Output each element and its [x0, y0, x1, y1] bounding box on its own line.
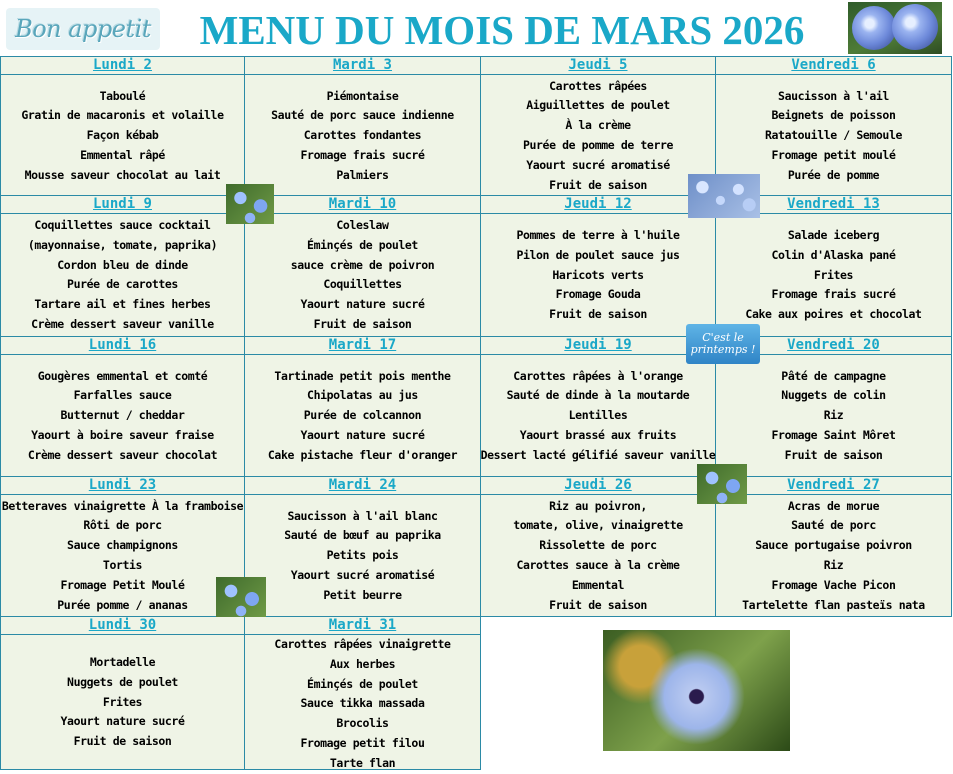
day-cell [0, 56, 245, 196]
menu-item: Nuggets de colin [781, 388, 886, 403]
hydrangea-image [848, 2, 942, 54]
menu-item: Colin d'Alaska pané [771, 247, 896, 262]
menu-item: Carottes râpées à l'orange [513, 368, 683, 383]
menu-item: Fruit de saison [313, 317, 412, 332]
menu-item: Nuggets de poulet [67, 674, 178, 689]
menu-item: Petits pois [326, 548, 399, 563]
menu-item: Palmiers [336, 167, 389, 182]
menu-items [716, 367, 951, 466]
menu-item: Tarte flan [329, 755, 396, 770]
menu-item: Coquillettes [323, 277, 402, 292]
menu-item: Gratin de macaronis et volaille [21, 108, 224, 123]
menu-item: Ratatouille / Semoule [765, 128, 902, 143]
menu-item: Fromage Gouda [555, 287, 641, 302]
menu-item: Purée de carottes [67, 277, 178, 292]
menu-item: Purée pomme / ananas [57, 597, 188, 612]
menu-item: Beignets de poisson [771, 108, 896, 123]
menu-item: Tartinade petit pois menthe [274, 368, 451, 383]
blue-flowers-image [226, 184, 274, 224]
day-name: Mardi 3 [332, 57, 392, 73]
menu-item: Sauté de porc sauce indienne [271, 108, 454, 123]
menu-item: Carottes râpées vinaigrette [274, 637, 451, 651]
day-header [481, 477, 715, 495]
day-name: Vendredi 13 [787, 196, 880, 212]
day-name: Lundi 2 [92, 57, 152, 73]
day-cell [245, 56, 481, 196]
menu-item: Crème dessert saveur chocolat [27, 447, 218, 462]
menu-item: tomate, olive, vinaigrette [513, 518, 683, 533]
menu-item: Sauce champignons [67, 538, 178, 553]
day-cell [245, 196, 481, 337]
menu-item: Sauté de dinde à la moutarde [506, 388, 690, 403]
day-cell [0, 477, 245, 617]
menu-item: Fruit de saison [549, 307, 647, 322]
menu-item: Sauce tikka massada [300, 696, 425, 711]
menu-item: Fruit de saison [549, 177, 647, 192]
page-title: MENU DU MOIS DE MARS 2026 [199, 7, 805, 53]
menu-items [245, 367, 480, 466]
menu-item: Coleslaw [336, 218, 389, 233]
day-header [481, 57, 715, 75]
day-cell [245, 477, 481, 617]
menu-item: Carottes râpées [549, 78, 647, 93]
menu-item: Fruit de saison [549, 597, 647, 612]
day-header [245, 477, 480, 495]
day-name: Mardi 31 [328, 617, 397, 633]
day-cell [0, 337, 245, 477]
menu-item: Rissolette de porc [539, 538, 657, 553]
menu-item: Yaourt sucré aromatisé [290, 567, 435, 582]
menu-item: Fromage Petit Moulé [60, 577, 185, 592]
day-name: Jeudi 5 [568, 57, 628, 73]
menu-items [481, 367, 715, 466]
menu-item: Frites [813, 267, 854, 282]
menu-items [481, 77, 715, 196]
day-header [481, 337, 715, 355]
menu-item: Riz au poivron, [549, 498, 647, 513]
menu-item: Pilon de poulet sauce jus [516, 247, 680, 262]
blue-flowers-image [697, 464, 747, 504]
day-cell [245, 617, 481, 770]
menu-item: Taboulé [99, 88, 146, 103]
printemps-stamp [686, 324, 760, 364]
menu-item: Petit beurre [323, 587, 402, 602]
day-header [716, 57, 951, 75]
day-header [1, 57, 244, 75]
menu-item: Emmental râpé [80, 147, 165, 162]
menu-items [1, 367, 244, 466]
menu-item: Crème dessert saveur vanille [31, 317, 214, 332]
menu-item: Cake pistache fleur d'oranger [267, 447, 458, 462]
menu-items [716, 87, 951, 186]
menu-item: Purée de pomme de terre [522, 137, 674, 152]
day-header [245, 57, 480, 75]
menu-item: Éminçés de poulet [307, 237, 418, 252]
menu-item: Piémontaise [326, 88, 399, 103]
day-header [1, 477, 244, 495]
menu-item: Emmental [571, 577, 625, 592]
menu-item: Fromage Saint Môret [771, 427, 896, 442]
day-name: Mardi 24 [328, 477, 397, 493]
day-name: Vendredi 20 [787, 337, 880, 353]
menu-item: Butternut / cheddar [60, 408, 185, 423]
menu-item: Tortis [102, 557, 143, 572]
menu-grid [0, 56, 952, 770]
menu-item: sauce crème de poivron [290, 257, 435, 272]
printemps-line-1: C'est le [702, 331, 744, 344]
menu-item: Purée de pomme [787, 167, 880, 182]
menu-items [481, 226, 715, 325]
menu-item: Mortadelle [89, 655, 156, 669]
menu-item: Sauce portugaise poivron [755, 538, 912, 553]
day-header [245, 617, 480, 635]
bon-appetit-logo: Bon appetit [6, 8, 160, 50]
menu-item: Carottes sauce à la crème [516, 557, 680, 572]
day-header [245, 337, 480, 355]
menu-item: Lentilles [568, 408, 628, 423]
menu-item: Fruit de saison [73, 734, 172, 749]
menu-item: Farfalles sauce [73, 388, 172, 403]
day-cell [481, 337, 716, 477]
menu-items [1, 216, 244, 335]
menu-item: Brocolis [336, 716, 389, 731]
menu-item: Haricots verts [552, 267, 644, 282]
menu-item: Yaourt nature sucré [300, 427, 425, 442]
day-header [1, 337, 244, 355]
menu-items [245, 216, 480, 335]
day-header [1, 617, 244, 635]
menu-item: Fruit de saison [784, 447, 883, 462]
menu-item: Façon kébab [86, 128, 159, 143]
day-name: Lundi 9 [92, 196, 152, 212]
menu-item: Yaourt à boire saveur fraise [31, 427, 214, 442]
menu-item: Saucisson à l'ail [778, 88, 889, 103]
menu-items [1, 87, 244, 186]
menu-item: Tartelette flan pasteïs nata [742, 597, 925, 612]
menu-item: Sauté de bœuf au paprika [284, 528, 441, 543]
menu-item: Betteraves vinaigrette À la framboise [1, 498, 244, 513]
menu-item: Riz [823, 557, 844, 572]
menu-items [245, 87, 480, 186]
menu-item: Fromage frais sucré [300, 147, 425, 162]
day-name: Lundi 30 [88, 617, 157, 633]
menu-item: Gougères emmental et comté [37, 368, 208, 383]
forget-me-not-image [688, 174, 760, 218]
menu-item: Yaourt nature sucré [300, 297, 425, 312]
menu-items [245, 635, 480, 774]
menu-item: Purée de colcannon [303, 408, 422, 423]
menu-item: Sauté de porc [791, 518, 876, 533]
menu-item: Yaourt nature sucré [60, 714, 185, 729]
menu-item: Salade iceberg [787, 228, 880, 242]
day-cell [716, 477, 952, 617]
day-name: Mardi 10 [328, 196, 397, 212]
menu-item: Tartare ail et fines herbes [34, 297, 211, 312]
menu-item: Saucisson à l'ail blanc [287, 508, 438, 523]
day-header [481, 196, 715, 214]
menu-items [1, 497, 244, 616]
menu-item: Éminçés de poulet [307, 676, 418, 691]
menu-item: Frites [102, 694, 143, 709]
menu-item: Carottes fondantes [303, 128, 422, 143]
day-cell [481, 56, 716, 196]
day-name: Vendredi 27 [787, 477, 880, 493]
day-header [1, 196, 244, 214]
menu-items [481, 497, 715, 616]
menu-item: Chipolatas au jus [307, 388, 418, 403]
menu-item: À la crème [565, 118, 631, 133]
day-cell [0, 617, 245, 770]
day-name: Mardi 17 [328, 337, 397, 353]
day-cell [481, 196, 716, 337]
day-name: Jeudi 26 [564, 477, 632, 493]
menu-item: Acras de morue [787, 498, 880, 513]
menu-item: Yaourt sucré aromatisé [526, 157, 670, 172]
day-name: Jeudi 19 [564, 337, 632, 353]
day-cell [245, 337, 481, 477]
menu-item: Aux herbes [329, 656, 396, 671]
menu-item: Yaourt brassé aux fruits [519, 427, 677, 442]
menu-item: Fromage petit moulé [771, 147, 896, 162]
menu-item: Fromage frais sucré [771, 287, 896, 302]
menu-item: Dessert lacté gélifié saveur vanille [480, 447, 716, 462]
day-header [245, 196, 480, 214]
day-cell [0, 196, 245, 337]
menu-items [716, 226, 951, 325]
menu-item: Pâté de campagne [781, 368, 886, 383]
blue-daisy-image [603, 630, 790, 751]
day-name: Jeudi 12 [564, 196, 632, 212]
menu-item: Coquillettes sauce cocktail [34, 218, 211, 233]
menu-items [1, 653, 244, 752]
menu-item: Rôti de porc [83, 518, 162, 533]
menu-item: Fromage petit filou [300, 735, 425, 750]
menu-item: Cordon bleu de dinde [57, 257, 188, 272]
day-name: Vendredi 6 [791, 57, 876, 73]
menu-items [716, 497, 951, 616]
day-name: Lundi 16 [88, 337, 157, 353]
menu-item: Cake aux poires et chocolat [745, 307, 922, 322]
day-header [716, 477, 951, 495]
day-cell [481, 477, 716, 617]
blue-flowers-image [216, 577, 266, 617]
menu-items [245, 507, 480, 606]
menu-item: Pommes de terre à l'huile [516, 228, 680, 242]
printemps-line-2: printemps ! [690, 343, 756, 356]
menu-item: (mayonnaise, tomate, paprika) [27, 237, 218, 252]
menu-item: Mousse saveur chocolat au lait [24, 167, 221, 182]
menu-item: Riz [823, 408, 844, 423]
menu-item: Fromage Vache Picon [771, 577, 896, 592]
menu-item: Aiguillettes de poulet [526, 98, 670, 113]
day-name: Lundi 23 [88, 477, 157, 493]
